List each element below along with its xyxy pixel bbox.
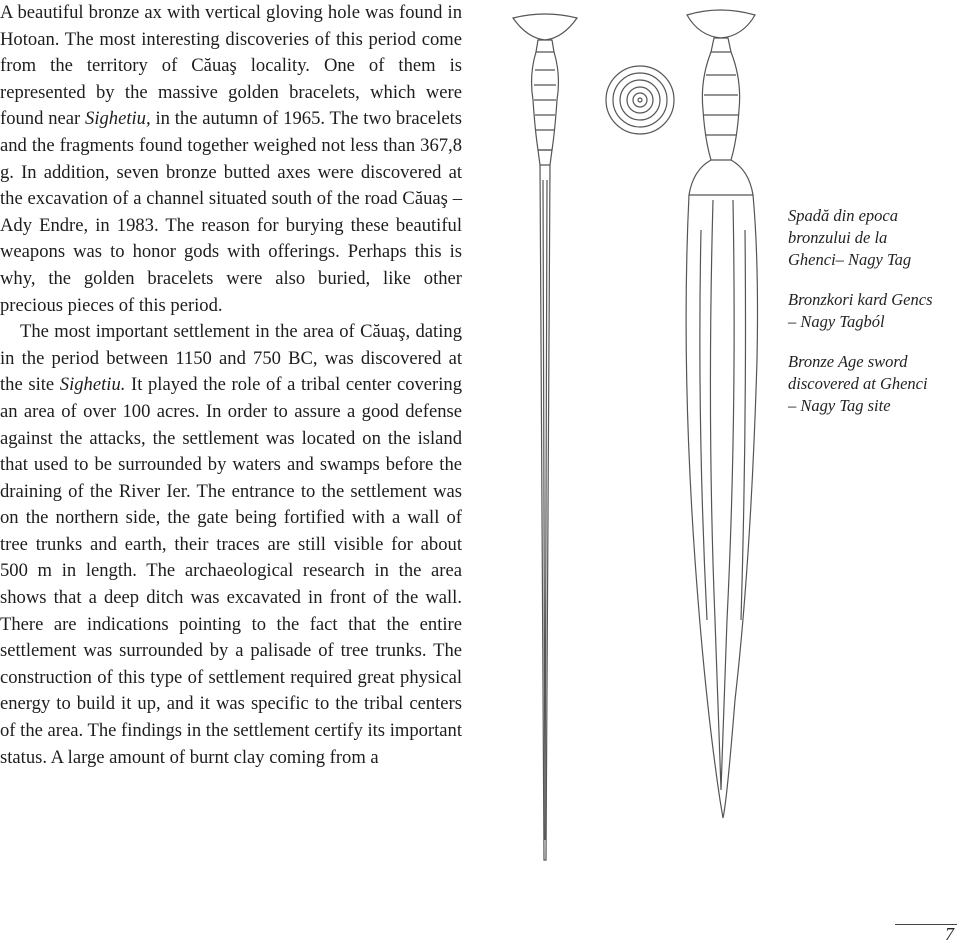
figure-caption [788,205,958,435]
place-name: Sighetiu, [85,108,151,130]
place-name: Sighetiu. [59,374,126,396]
page-number: 7 [945,924,954,944]
sword-2-drawing [686,10,757,818]
article-body [0,0,462,771]
paragraph-1: A beautiful bronze ax with vertical gloving hole was found in Hotoan. The most interesting discoveries of this period come from the territory of Căuaş locality. One of them is represented by the massive golden bracelets, which were found near Sighetiu, in the autumn of 1965. The two bracelets and the fragments found together weighed not less than 367,8 g. In addition, seven bronze butted axes were discovered at the excavation of a channel situated south of the road Căuaş – Ady Endre, in 1983. The reason for burying these beautiful weapons was to honor gods with offerings. Perhaps this is why, the golden bracelets were also buried, like other precious pieces of this period. [0,2,463,316]
spiral-ornament-drawing [606,66,674,134]
paragraph-2: The most important settlement in the area of Căuaş, dating in the period between 1150 and 750 BC, was discovered at the site Sighetiu. It played the role of a tribal center covering an area of over 100 acres. In order to assure a good defense against the attacks, the settlement was located on the island that used to be surrounded by waters and swamps before the draining of the River Ier. The entrance to the settlement was on the northern side, the gate being fortified with a wall of tree trunks and earth, their traces are still visible for about 500 m in length. The archaeological research in the area shows that a deep ditch was excavated in front of the wall. There are indications pointing to the fact that the entire settlement was surrounded by a palisade of tree trunks. The construction of this type of settlement required great physical energy to build it up, and it was specific to the tribal centers of the area. The findings in the settlement certify its important status. A large amount of burnt clay coming from a [0,321,462,768]
caption-hungarian: Bronzkori kard Gencs – Nagy Tagból [788,290,933,331]
caption-english: Bronze Age sword discovered at Ghenci – Nagy Tag site [788,352,928,415]
bronze-sword-illustration [505,0,780,880]
sword-1-drawing [513,14,577,860]
caption-romanian: Spadă din epoca bronzului de la Ghenci– Nagy Tag [788,206,912,269]
